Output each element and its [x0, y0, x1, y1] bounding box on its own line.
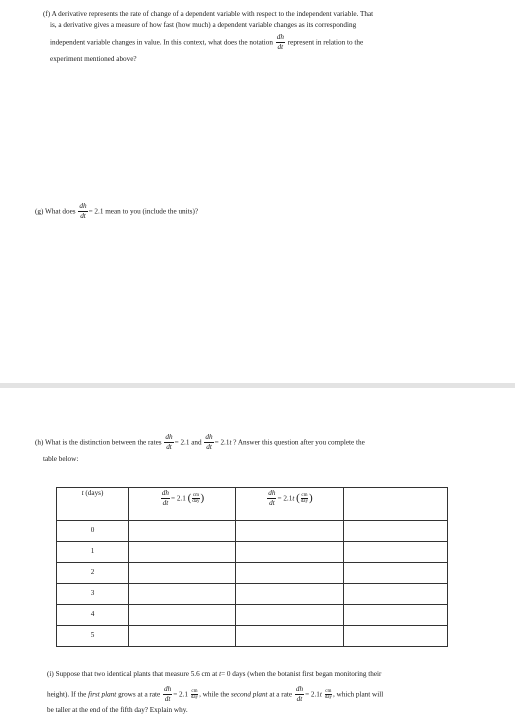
dh-dt-fraction: $\frac{dh}{dt}$ — [79, 202, 87, 221]
part-f-line-1: (f) A derivative represents the rate of change of a dependent variable with respect to the independent variable. That — [43, 10, 374, 18]
table-cell-answer[interactable] — [129, 542, 236, 563]
part-f-line-4: experiment mentioned above? — [50, 55, 137, 63]
dh-dt-fraction: $\frac{dh}{dt}$ — [295, 685, 304, 704]
table-cell-time: 1 — [57, 542, 129, 563]
table-cell-answer[interactable] — [236, 626, 344, 647]
table-cell-answer[interactable] — [129, 584, 236, 605]
part-i-line-3: be taller at the end of the fifth day? Explain why. — [47, 706, 188, 714]
table-cell-answer[interactable] — [129, 626, 236, 647]
table-row — [57, 626, 448, 647]
dh-dt-fraction: $\frac{dh}{dt}$ — [205, 433, 213, 452]
table-cell-time: 0 — [57, 521, 129, 542]
table-cell-answer[interactable] — [344, 584, 448, 605]
dh-dt-fraction: $\frac{dh}{dt}$ — [165, 433, 173, 452]
table-cell-answer[interactable] — [344, 626, 448, 647]
table-header-time: t (days) — [57, 488, 129, 521]
table-row — [57, 521, 448, 542]
part-i-line-1: (i) Suppose that two identical plants that measure 5.6 cm at t= 0 days (when the botanist first began monitoring their — [47, 670, 382, 678]
part-h-line-1: (h) What is the distinction between the rates $\frac{dh}{dt}$ = 2.1 and $\frac{dh}{dt}$ = 2.1t ? Answer this question after you complete the — [35, 433, 365, 452]
table-cell-time: 2 — [57, 563, 129, 584]
part-f-line-3: independent variable changes in value. In this context, what does the notation $\frac{dh}{dt}$ represent in relation to the — [50, 33, 364, 52]
table-cell-time: 5 — [57, 626, 129, 647]
table-row — [57, 542, 448, 563]
part-g-question: (g) What does $\frac{dh}{dt}$ = 2.1 mean to you (include the units)? — [35, 202, 199, 221]
dh-dt-fraction: $\frac{dh}{dt}$ — [276, 33, 284, 52]
table-row — [57, 605, 448, 626]
part-f-line-2: is, a derivative gives a measure of how fast (how much) a dependent variable changes as its corresponding — [50, 21, 357, 29]
table-cell-answer[interactable] — [344, 542, 448, 563]
table-header-variable-rate: $\frac{dh}{dt}$ = 2.1t ( $\frac{cm}{\text{day}}$ ) — [236, 488, 344, 521]
table-cell-answer[interactable] — [344, 563, 448, 584]
table-cell-answer[interactable] — [129, 563, 236, 584]
part-h-line-2: table below: — [43, 455, 79, 463]
table-cell-answer[interactable] — [344, 605, 448, 626]
rates-table — [56, 487, 448, 647]
table-cell-answer[interactable] — [129, 521, 236, 542]
table-row — [57, 584, 448, 605]
table-cell-answer[interactable] — [129, 605, 236, 626]
table-cell-answer[interactable] — [236, 584, 344, 605]
table-cell-answer[interactable] — [344, 521, 448, 542]
dh-dt-fraction: $\frac{dh}{dt}$ — [164, 685, 172, 704]
table-cell-answer[interactable] — [236, 605, 344, 626]
table-cell-time: 3 — [57, 584, 129, 605]
table-cell-answer[interactable] — [236, 521, 344, 542]
table-cell-answer[interactable] — [236, 563, 344, 584]
table-row — [57, 563, 448, 584]
table-cell-answer[interactable] — [236, 542, 344, 563]
table-cell-time: 4 — [57, 605, 129, 626]
table-header-blank — [344, 488, 448, 521]
table-header-constant-rate: $\frac{dh}{dt}$ = 2.1 ( $\frac{cm}{\text{day}}$ ) — [129, 488, 236, 521]
part-i-line-2: height). If the first plant grows at a rate $\frac{dh}{dt}$ = 2.1 $\frac{cm}{\text{day}}$ , while the second plant at a rate $\frac{dh}{dt}$ = 2.1t $\frac{cm}{\text{day}}$ , which plant will — [47, 685, 384, 704]
